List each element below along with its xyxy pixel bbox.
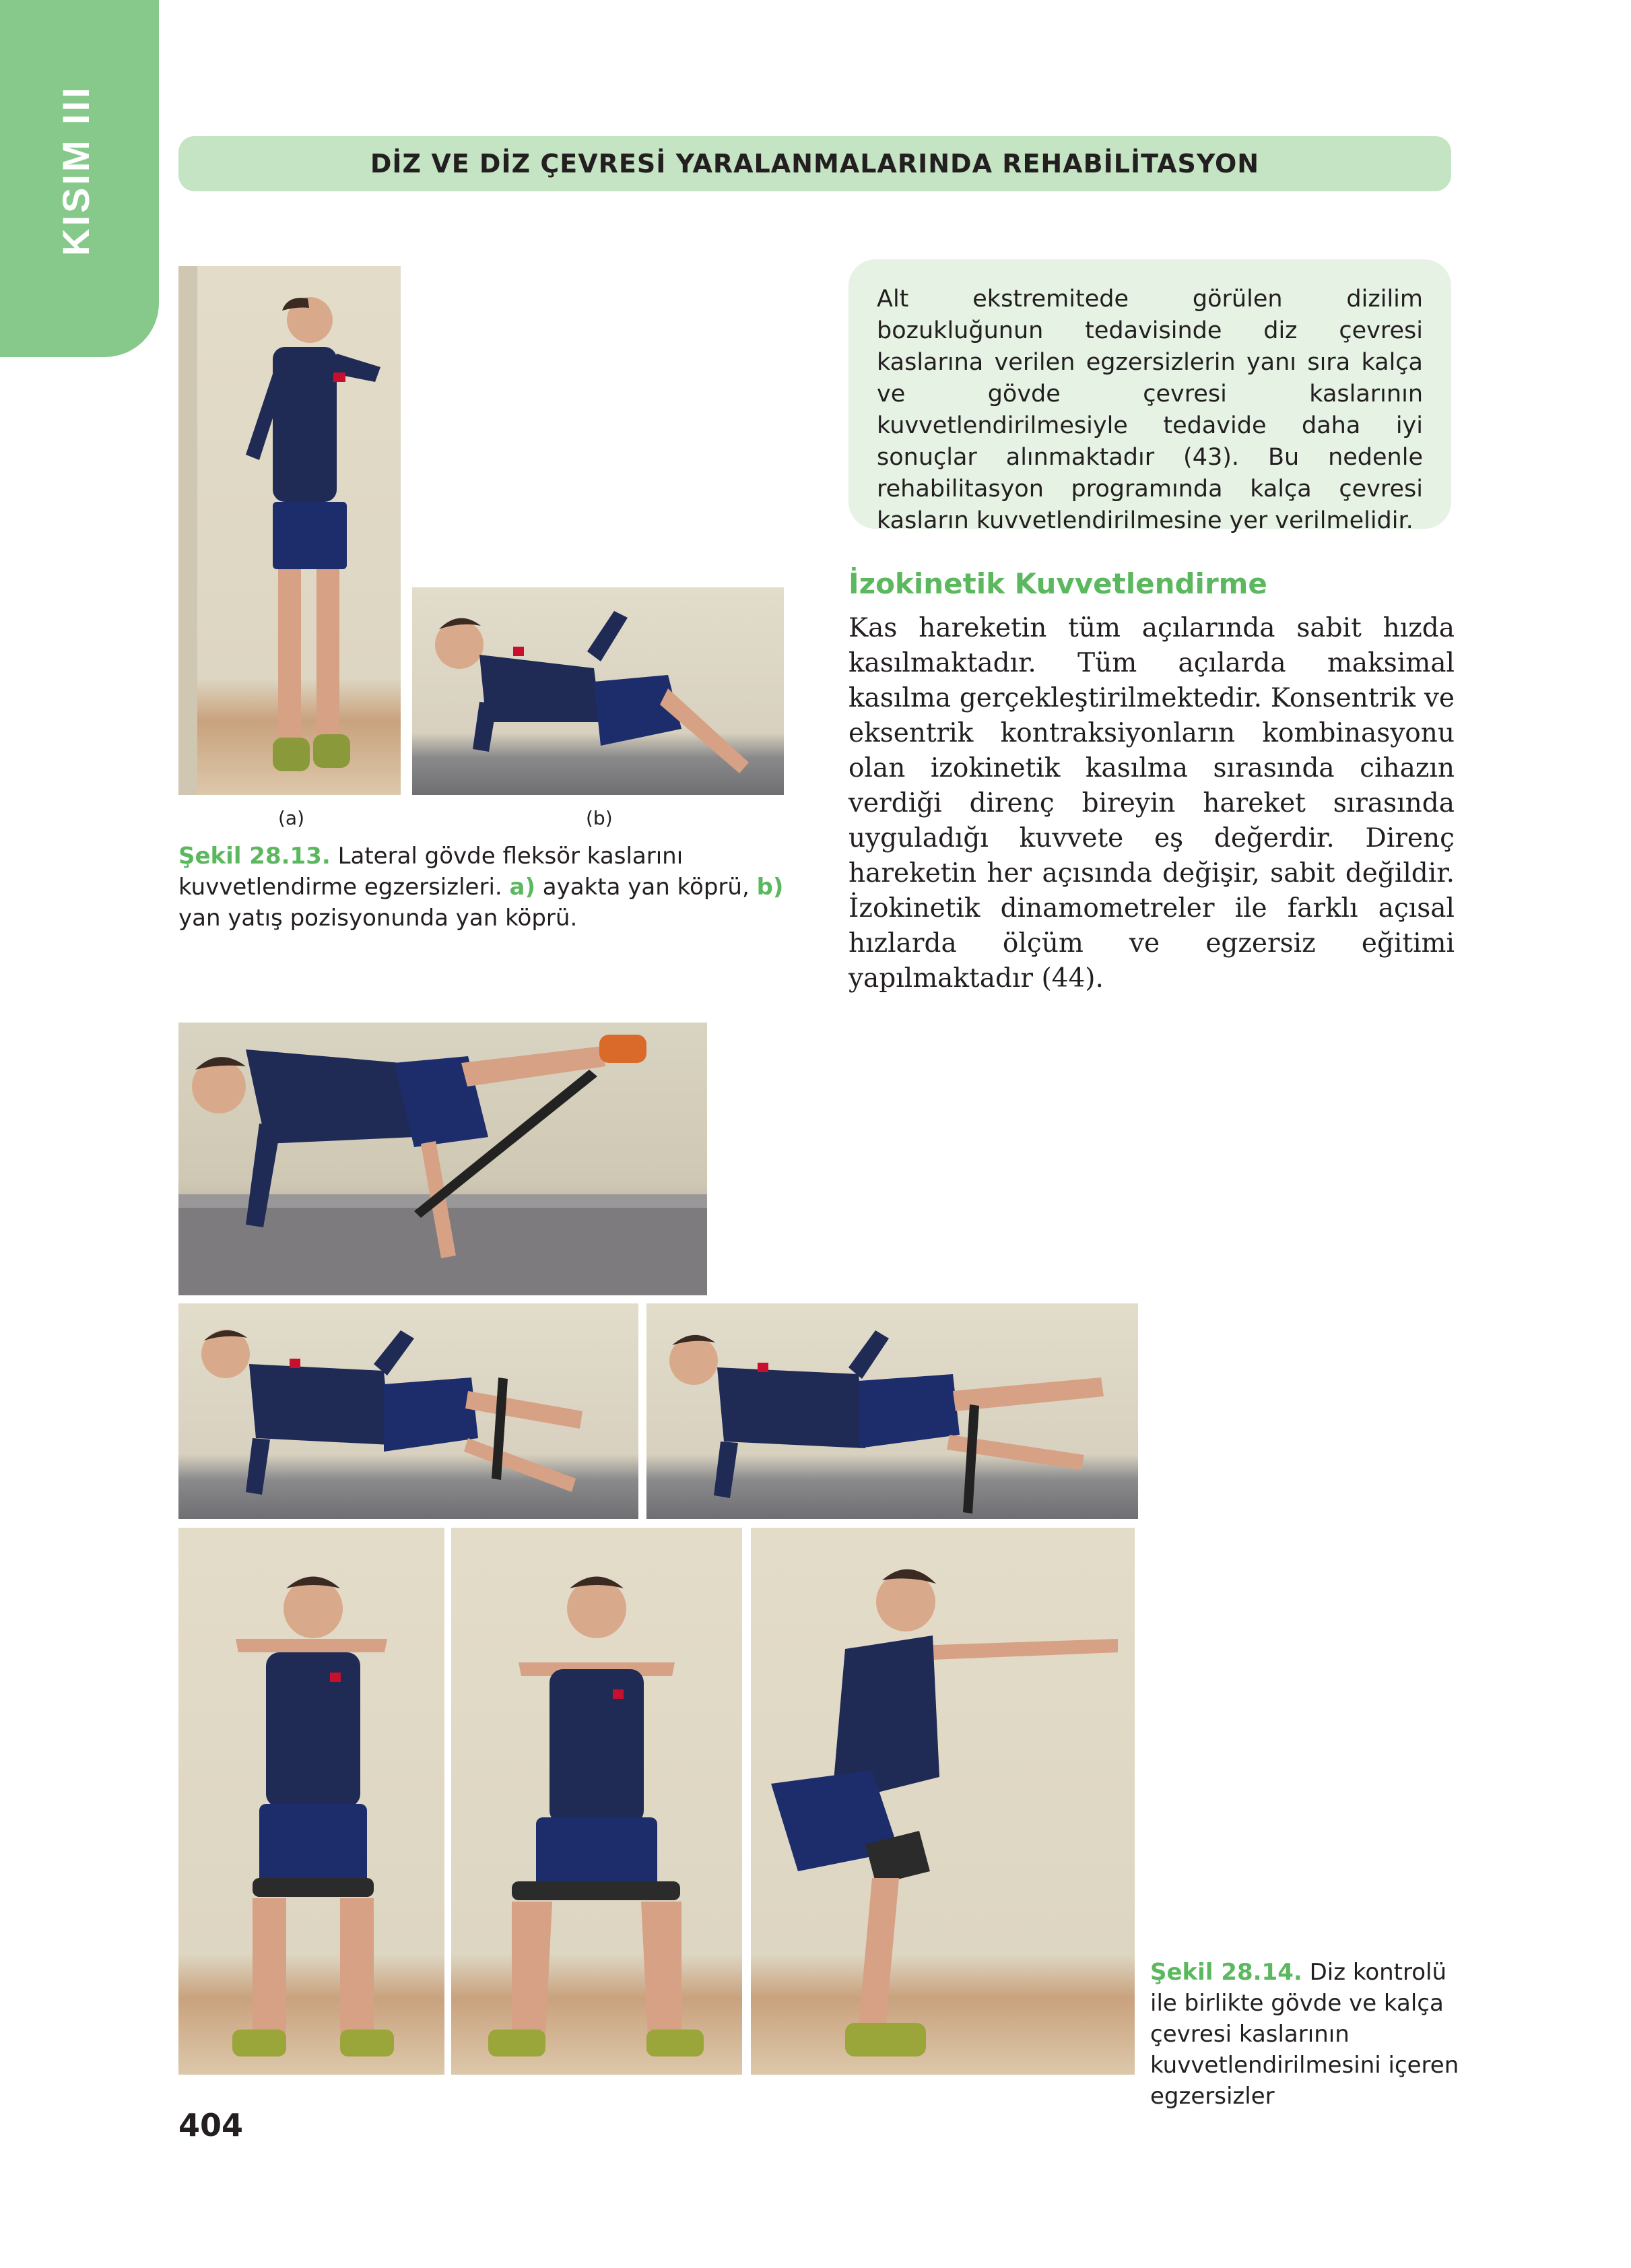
highlight-box-text: Alt ekstremitede görülen dizilim bozukluğunun tedavisinde diz çevresi kaslarına verilen egzersizlerin yanı sıra kalça ve gövde çevresi kaslarının kuvvetlendirilmesiyle tedavide daha iyi sonuçlar alınmaktadır (43). Bu nedenle rehabilitasyon programında kalça çevresi kasların kuvvetlendirilmesine yer verilmelidir.: [877, 286, 1423, 534]
side-bridge-band-leg-raise-illustration: [646, 1303, 1138, 1519]
figure-14-photo-5: [451, 1528, 742, 2075]
figure-14-photo-4: [178, 1528, 444, 2075]
figure-14-photo-6: [751, 1528, 1135, 2075]
figure-13a-photo: [178, 266, 401, 795]
figure-14-photo-2: [178, 1303, 638, 1519]
figure-14-caption-text: Diz kontrolü ile birlikte gövde ve kalça çevresi kaslarının kuvvetlendirilmesini içeren egzersizler: [1150, 1959, 1459, 2110]
section-heading: İzokinetik Kuvvetlendirme: [848, 567, 1267, 600]
wall-squat-band-front-illustration: [178, 1528, 444, 2075]
figure-14-caption: [1150, 1957, 1460, 2112]
squat-band-side-illustration: [751, 1528, 1135, 2075]
side-lying-bridge-illustration: [412, 587, 784, 795]
figure-14-caption-label: Şekil 28.14.: [1150, 1959, 1302, 1986]
chapter-title: DİZ VE DİZ ÇEVRESİ YARALANMALARINDA REHABİLİTASYON: [370, 149, 1260, 179]
wall-squat-band-wide-illustration: [451, 1528, 742, 2075]
figure-13a-sub-label: (a): [278, 807, 305, 829]
figure-13-caption-label: Şekil 28.13.: [178, 843, 331, 870]
highlight-box: [848, 259, 1451, 534]
standing-side-bridge-illustration: [178, 266, 401, 795]
figure-13-caption-text-3: yan yatış pozisyonunda yan köprü.: [178, 905, 578, 932]
section-body: Kas hareketin tüm açılarında sabit hızda kasılmaktadır. Tüm açılarda maksimal kasılma gerçekleştirilmektedir. Konsentrik ve eksentrik kontraksiyonların kombinasyonu olan izokinetik kasılma sırasında cihazın verdiği direnç bireyin hareket sırasında uyguladığı kuvvete eş değerdir. Direnç hareketin her açısında değişir, sabit değildir. İzokinetik dinamometreler ile farklı açısal hızlarda ölçüm ve egzersiz eğitimi yapılmaktadır (44).: [848, 613, 1455, 994]
figure-13b-photo: [412, 587, 784, 795]
figure-13-caption: [178, 841, 788, 934]
chapter-header: [178, 136, 1451, 191]
quadruped-hip-extension-illustration: [178, 1023, 707, 1295]
part-tab: [0, 0, 159, 357]
figure-13-caption-b: b): [756, 874, 784, 901]
figure-14-photo-1: [178, 1023, 707, 1295]
figure-13-caption-text-1: Lateral gövde fleksör kaslarını kuvvetlendirme egzersizleri.: [178, 843, 684, 901]
figure-13-caption-text-2: ayakta yan köprü,: [535, 874, 757, 901]
side-bridge-band-knee-bent-illustration: [178, 1303, 638, 1519]
figure-13b-sub-label: (b): [586, 807, 613, 829]
part-tab-label: KISIM III: [55, 85, 97, 256]
figure-13-caption-a: a): [509, 874, 535, 901]
figure-14-photo-3: [646, 1303, 1138, 1519]
page-number: 404: [178, 2107, 244, 2143]
